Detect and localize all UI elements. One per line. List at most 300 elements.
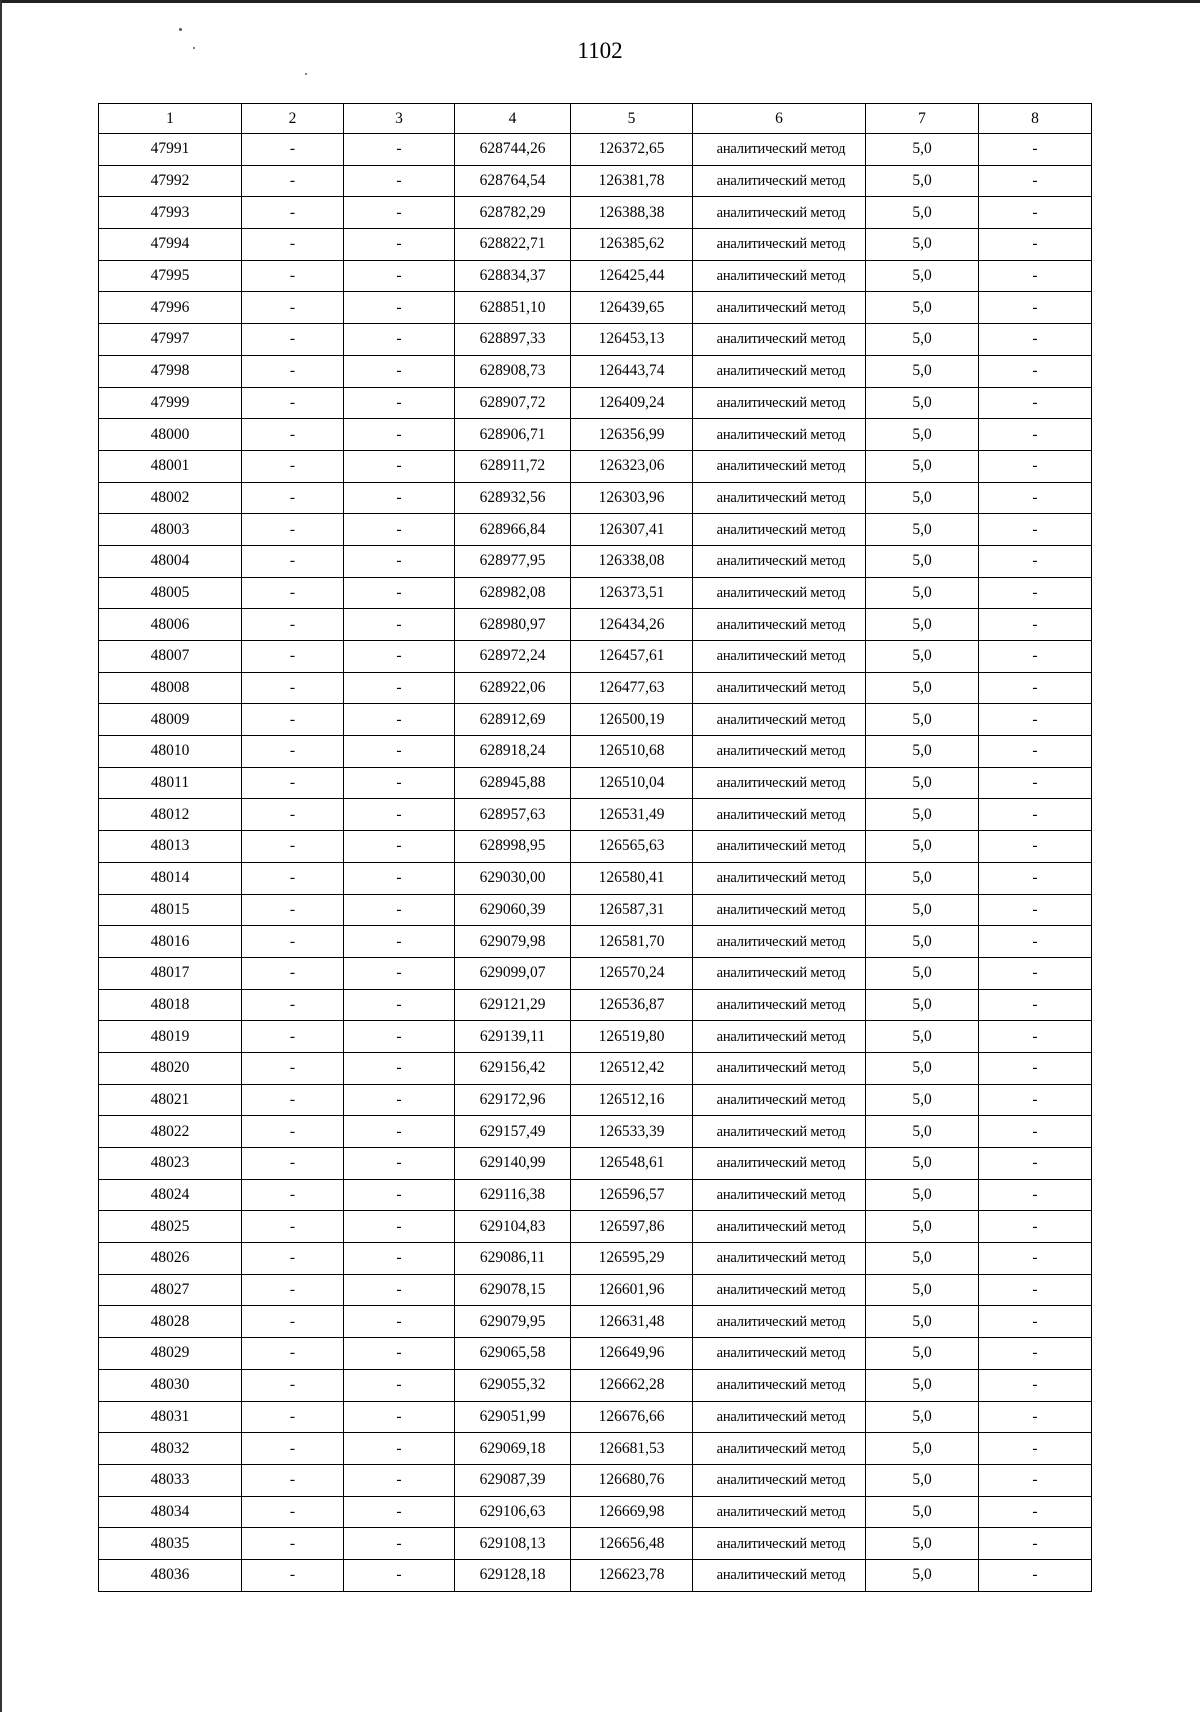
col8-cell: - (979, 989, 1092, 1021)
col2-cell: - (242, 324, 344, 356)
point-number-cell: 48017 (99, 957, 242, 989)
point-number-cell: 48031 (99, 1401, 242, 1433)
col8-cell: - (979, 1084, 1092, 1116)
col8-cell: - (979, 1052, 1092, 1084)
col2-cell: - (242, 419, 344, 451)
col2-cell: - (242, 609, 344, 641)
y-coordinate-cell: 126597,86 (571, 1211, 693, 1243)
y-coordinate-cell: 126587,31 (571, 894, 693, 926)
method-cell: аналитический метод (693, 1274, 866, 1306)
col2-cell: - (242, 736, 344, 768)
column-header: 3 (344, 104, 455, 134)
col2-cell: - (242, 292, 344, 324)
x-coordinate-cell: 629157,49 (455, 1116, 571, 1148)
table-row (99, 831, 1092, 863)
method-cell: аналитический метод (693, 1243, 866, 1275)
x-coordinate-cell: 629140,99 (455, 1148, 571, 1180)
accuracy-cell: 5,0 (866, 1179, 979, 1211)
col8-cell: - (979, 482, 1092, 514)
col2-cell: - (242, 1528, 344, 1560)
col3-cell: - (344, 1116, 455, 1148)
method-cell: аналитический метод (693, 324, 866, 356)
x-coordinate-cell: 628977,95 (455, 545, 571, 577)
col3-cell: - (344, 1179, 455, 1211)
accuracy-cell: 5,0 (866, 957, 979, 989)
col3-cell: - (344, 355, 455, 387)
col8-cell: - (979, 767, 1092, 799)
y-coordinate-cell: 126500,19 (571, 704, 693, 736)
col2-cell: - (242, 1369, 344, 1401)
y-coordinate-cell: 126477,63 (571, 672, 693, 704)
col3-cell: - (344, 1021, 455, 1053)
x-coordinate-cell: 629108,13 (455, 1528, 571, 1560)
col8-cell: - (979, 229, 1092, 261)
col3-cell: - (344, 609, 455, 641)
col3-cell: - (344, 1369, 455, 1401)
col2-cell: - (242, 450, 344, 482)
method-cell: аналитический метод (693, 1084, 866, 1116)
accuracy-cell: 5,0 (866, 989, 979, 1021)
y-coordinate-cell: 126601,96 (571, 1274, 693, 1306)
method-cell: аналитический метод (693, 831, 866, 863)
accuracy-cell: 5,0 (866, 514, 979, 546)
col3-cell: - (344, 894, 455, 926)
table-row (99, 1369, 1092, 1401)
table-row (99, 1528, 1092, 1560)
y-coordinate-cell: 126548,61 (571, 1148, 693, 1180)
y-coordinate-cell: 126662,28 (571, 1369, 693, 1401)
col2-cell: - (242, 1148, 344, 1180)
point-number-cell: 48021 (99, 1084, 242, 1116)
col8-cell: - (979, 736, 1092, 768)
x-coordinate-cell: 628907,72 (455, 387, 571, 419)
accuracy-cell: 5,0 (866, 1369, 979, 1401)
x-coordinate-cell: 628966,84 (455, 514, 571, 546)
point-number-cell: 48008 (99, 672, 242, 704)
table-row (99, 926, 1092, 958)
col2-cell: - (242, 957, 344, 989)
point-number-cell: 48024 (99, 1179, 242, 1211)
point-number-cell: 48006 (99, 609, 242, 641)
y-coordinate-cell: 126443,74 (571, 355, 693, 387)
column-header: 7 (866, 104, 979, 134)
col3-cell: - (344, 736, 455, 768)
col2-cell: - (242, 577, 344, 609)
y-coordinate-cell: 126373,51 (571, 577, 693, 609)
method-cell: аналитический метод (693, 609, 866, 641)
col8-cell: - (979, 387, 1092, 419)
point-number-cell: 47991 (99, 134, 242, 166)
x-coordinate-cell: 629106,63 (455, 1496, 571, 1528)
point-number-cell: 47996 (99, 292, 242, 324)
y-coordinate-cell: 126533,39 (571, 1116, 693, 1148)
col3-cell: - (344, 862, 455, 894)
col2-cell: - (242, 831, 344, 863)
point-number-cell: 48014 (99, 862, 242, 894)
accuracy-cell: 5,0 (866, 1401, 979, 1433)
point-number-cell: 48001 (99, 450, 242, 482)
point-number-cell: 48005 (99, 577, 242, 609)
col8-cell: - (979, 419, 1092, 451)
x-coordinate-cell: 628782,29 (455, 197, 571, 229)
method-cell: аналитический метод (693, 514, 866, 546)
table-row (99, 514, 1092, 546)
col2-cell: - (242, 672, 344, 704)
y-coordinate-cell: 126623,78 (571, 1559, 693, 1591)
x-coordinate-cell: 629172,96 (455, 1084, 571, 1116)
col2-cell: - (242, 862, 344, 894)
col3-cell: - (344, 672, 455, 704)
col8-cell: - (979, 1306, 1092, 1338)
point-number-cell: 48003 (99, 514, 242, 546)
method-cell: аналитический метод (693, 957, 866, 989)
col2-cell: - (242, 926, 344, 958)
y-coordinate-cell: 126512,42 (571, 1052, 693, 1084)
table-row (99, 672, 1092, 704)
point-number-cell: 48013 (99, 831, 242, 863)
col2-cell: - (242, 704, 344, 736)
y-coordinate-cell: 126536,87 (571, 989, 693, 1021)
x-coordinate-cell: 628906,71 (455, 419, 571, 451)
x-coordinate-cell: 628932,56 (455, 482, 571, 514)
col3-cell: - (344, 577, 455, 609)
col3-cell: - (344, 1052, 455, 1084)
col2-cell: - (242, 1496, 344, 1528)
accuracy-cell: 5,0 (866, 799, 979, 831)
table-row (99, 419, 1092, 451)
point-number-cell: 47997 (99, 324, 242, 356)
method-cell: аналитический метод (693, 1401, 866, 1433)
col2-cell: - (242, 1464, 344, 1496)
point-number-cell: 48016 (99, 926, 242, 958)
method-cell: аналитический метод (693, 1559, 866, 1591)
col8-cell: - (979, 355, 1092, 387)
table-row (99, 767, 1092, 799)
accuracy-cell: 5,0 (866, 324, 979, 356)
col3-cell: - (344, 1084, 455, 1116)
accuracy-cell: 5,0 (866, 1116, 979, 1148)
y-coordinate-cell: 126669,98 (571, 1496, 693, 1528)
table-row (99, 1274, 1092, 1306)
y-coordinate-cell: 126596,57 (571, 1179, 693, 1211)
table-row (99, 704, 1092, 736)
y-coordinate-cell: 126303,96 (571, 482, 693, 514)
y-coordinate-cell: 126381,78 (571, 165, 693, 197)
col3-cell: - (344, 165, 455, 197)
point-number-cell: 47992 (99, 165, 242, 197)
col2-cell: - (242, 1338, 344, 1370)
accuracy-cell: 5,0 (866, 482, 979, 514)
method-cell: аналитический метод (693, 1211, 866, 1243)
y-coordinate-cell: 126453,13 (571, 324, 693, 356)
x-coordinate-cell: 629099,07 (455, 957, 571, 989)
x-coordinate-cell: 628834,37 (455, 260, 571, 292)
col8-cell: - (979, 545, 1092, 577)
col8-cell: - (979, 450, 1092, 482)
table-row (99, 292, 1092, 324)
method-cell: аналитический метод (693, 197, 866, 229)
accuracy-cell: 5,0 (866, 1338, 979, 1370)
table-row (99, 229, 1092, 261)
point-number-cell: 48025 (99, 1211, 242, 1243)
method-cell: аналитический метод (693, 1021, 866, 1053)
point-number-cell: 48019 (99, 1021, 242, 1053)
point-number-cell: 48007 (99, 641, 242, 673)
col2-cell: - (242, 1116, 344, 1148)
x-coordinate-cell: 628764,54 (455, 165, 571, 197)
method-cell: аналитический метод (693, 1369, 866, 1401)
col3-cell: - (344, 514, 455, 546)
method-cell: аналитический метод (693, 767, 866, 799)
y-coordinate-cell: 126510,68 (571, 736, 693, 768)
table-row (99, 1116, 1092, 1148)
col8-cell: - (979, 862, 1092, 894)
y-coordinate-cell: 126519,80 (571, 1021, 693, 1053)
method-cell: аналитический метод (693, 799, 866, 831)
table-body (99, 134, 1092, 1592)
col2-cell: - (242, 989, 344, 1021)
x-coordinate-cell: 628851,10 (455, 292, 571, 324)
col8-cell: - (979, 609, 1092, 641)
table-row (99, 1148, 1092, 1180)
table-row (99, 165, 1092, 197)
col3-cell: - (344, 1243, 455, 1275)
col2-cell: - (242, 1433, 344, 1465)
col2-cell: - (242, 229, 344, 261)
col8-cell: - (979, 799, 1092, 831)
method-cell: аналитический метод (693, 1179, 866, 1211)
method-cell: аналитический метод (693, 577, 866, 609)
col3-cell: - (344, 1306, 455, 1338)
table-row (99, 641, 1092, 673)
y-coordinate-cell: 126425,44 (571, 260, 693, 292)
col3-cell: - (344, 229, 455, 261)
table-row (99, 894, 1092, 926)
y-coordinate-cell: 126434,26 (571, 609, 693, 641)
x-coordinate-cell: 629116,38 (455, 1179, 571, 1211)
table-row (99, 260, 1092, 292)
y-coordinate-cell: 126510,04 (571, 767, 693, 799)
point-number-cell: 47994 (99, 229, 242, 261)
method-cell: аналитический метод (693, 229, 866, 261)
x-coordinate-cell: 629069,18 (455, 1433, 571, 1465)
accuracy-cell: 5,0 (866, 672, 979, 704)
accuracy-cell: 5,0 (866, 134, 979, 166)
table-row (99, 1179, 1092, 1211)
y-coordinate-cell: 126512,16 (571, 1084, 693, 1116)
table-row (99, 1559, 1092, 1591)
method-cell: аналитический метод (693, 1052, 866, 1084)
col3-cell: - (344, 1338, 455, 1370)
y-coordinate-cell: 126439,65 (571, 292, 693, 324)
col2-cell: - (242, 1243, 344, 1275)
accuracy-cell: 5,0 (866, 926, 979, 958)
accuracy-cell: 5,0 (866, 641, 979, 673)
accuracy-cell: 5,0 (866, 1243, 979, 1275)
method-cell: аналитический метод (693, 1496, 866, 1528)
table-row (99, 1084, 1092, 1116)
col8-cell: - (979, 704, 1092, 736)
point-number-cell: 47995 (99, 260, 242, 292)
table-row (99, 1052, 1092, 1084)
accuracy-cell: 5,0 (866, 1148, 979, 1180)
x-coordinate-cell: 629156,42 (455, 1052, 571, 1084)
col2-cell: - (242, 1559, 344, 1591)
method-cell: аналитический метод (693, 419, 866, 451)
y-coordinate-cell: 126457,61 (571, 641, 693, 673)
point-number-cell: 48022 (99, 1116, 242, 1148)
accuracy-cell: 5,0 (866, 1496, 979, 1528)
col3-cell: - (344, 450, 455, 482)
page-number: 1102 (577, 38, 623, 63)
method-cell: аналитический метод (693, 894, 866, 926)
accuracy-cell: 5,0 (866, 862, 979, 894)
point-number-cell: 48023 (99, 1148, 242, 1180)
accuracy-cell: 5,0 (866, 260, 979, 292)
scan-left-edge (0, 0, 2, 1712)
x-coordinate-cell: 629079,98 (455, 926, 571, 958)
accuracy-cell: 5,0 (866, 1084, 979, 1116)
col3-cell: - (344, 387, 455, 419)
table-row (99, 736, 1092, 768)
col2-cell: - (242, 1021, 344, 1053)
col3-cell: - (344, 1496, 455, 1528)
point-number-cell: 48035 (99, 1528, 242, 1560)
col3-cell: - (344, 957, 455, 989)
accuracy-cell: 5,0 (866, 1464, 979, 1496)
x-coordinate-cell: 628912,69 (455, 704, 571, 736)
column-header: 5 (571, 104, 693, 134)
col2-cell: - (242, 1084, 344, 1116)
col2-cell: - (242, 514, 344, 546)
col2-cell: - (242, 799, 344, 831)
accuracy-cell: 5,0 (866, 767, 979, 799)
accuracy-cell: 5,0 (866, 545, 979, 577)
column-header: 2 (242, 104, 344, 134)
col3-cell: - (344, 134, 455, 166)
col2-cell: - (242, 1179, 344, 1211)
col3-cell: - (344, 1464, 455, 1496)
col8-cell: - (979, 1021, 1092, 1053)
y-coordinate-cell: 126680,76 (571, 1464, 693, 1496)
x-coordinate-cell: 628918,24 (455, 736, 571, 768)
accuracy-cell: 5,0 (866, 1528, 979, 1560)
method-cell: аналитический метод (693, 1528, 866, 1560)
scan-speck (179, 28, 182, 31)
accuracy-cell: 5,0 (866, 609, 979, 641)
col8-cell: - (979, 1401, 1092, 1433)
method-cell: аналитический метод (693, 1338, 866, 1370)
point-number-cell: 48018 (99, 989, 242, 1021)
accuracy-cell: 5,0 (866, 1559, 979, 1591)
col8-cell: - (979, 1116, 1092, 1148)
col8-cell: - (979, 577, 1092, 609)
point-number-cell: 48026 (99, 1243, 242, 1275)
col8-cell: - (979, 1211, 1092, 1243)
point-number-cell: 47993 (99, 197, 242, 229)
table-row (99, 482, 1092, 514)
method-cell: аналитический метод (693, 355, 866, 387)
y-coordinate-cell: 126409,24 (571, 387, 693, 419)
col3-cell: - (344, 292, 455, 324)
col8-cell: - (979, 197, 1092, 229)
method-cell: аналитический метод (693, 989, 866, 1021)
x-coordinate-cell: 629086,11 (455, 1243, 571, 1275)
x-coordinate-cell: 629055,32 (455, 1369, 571, 1401)
col8-cell: - (979, 831, 1092, 863)
x-coordinate-cell: 628908,73 (455, 355, 571, 387)
method-cell: аналитический метод (693, 926, 866, 958)
col2-cell: - (242, 1401, 344, 1433)
table-row (99, 324, 1092, 356)
y-coordinate-cell: 126570,24 (571, 957, 693, 989)
x-coordinate-cell: 629079,95 (455, 1306, 571, 1338)
col3-cell: - (344, 767, 455, 799)
x-coordinate-cell: 629121,29 (455, 989, 571, 1021)
accuracy-cell: 5,0 (866, 736, 979, 768)
method-cell: аналитический метод (693, 260, 866, 292)
x-coordinate-cell: 628957,63 (455, 799, 571, 831)
col8-cell: - (979, 957, 1092, 989)
accuracy-cell: 5,0 (866, 1433, 979, 1465)
col2-cell: - (242, 387, 344, 419)
accuracy-cell: 5,0 (866, 1052, 979, 1084)
accuracy-cell: 5,0 (866, 292, 979, 324)
method-cell: аналитический метод (693, 1148, 866, 1180)
method-cell: аналитический метод (693, 704, 866, 736)
col8-cell: - (979, 260, 1092, 292)
x-coordinate-cell: 629139,11 (455, 1021, 571, 1053)
col8-cell: - (979, 1148, 1092, 1180)
method-cell: аналитический метод (693, 387, 866, 419)
y-coordinate-cell: 126580,41 (571, 862, 693, 894)
point-number-cell: 48011 (99, 767, 242, 799)
col2-cell: - (242, 1274, 344, 1306)
x-coordinate-cell: 628822,71 (455, 229, 571, 261)
point-number-cell: 48034 (99, 1496, 242, 1528)
column-header: 8 (979, 104, 1092, 134)
col8-cell: - (979, 292, 1092, 324)
table-row (99, 609, 1092, 641)
accuracy-cell: 5,0 (866, 419, 979, 451)
x-coordinate-cell: 629087,39 (455, 1464, 571, 1496)
x-coordinate-cell: 628982,08 (455, 577, 571, 609)
col3-cell: - (344, 1401, 455, 1433)
accuracy-cell: 5,0 (866, 704, 979, 736)
col3-cell: - (344, 324, 455, 356)
x-coordinate-cell: 629078,15 (455, 1274, 571, 1306)
column-header: 6 (693, 104, 866, 134)
x-coordinate-cell: 629030,00 (455, 862, 571, 894)
col8-cell: - (979, 926, 1092, 958)
col8-cell: - (979, 1528, 1092, 1560)
col8-cell: - (979, 1496, 1092, 1528)
y-coordinate-cell: 126581,70 (571, 926, 693, 958)
col2-cell: - (242, 482, 344, 514)
table-row (99, 957, 1092, 989)
col3-cell: - (344, 419, 455, 451)
x-coordinate-cell: 628972,24 (455, 641, 571, 673)
x-coordinate-cell: 629060,39 (455, 894, 571, 926)
method-cell: аналитический метод (693, 672, 866, 704)
point-number-cell: 48000 (99, 419, 242, 451)
col8-cell: - (979, 1559, 1092, 1591)
method-cell: аналитический метод (693, 862, 866, 894)
y-coordinate-cell: 126676,66 (571, 1401, 693, 1433)
method-cell: аналитический метод (693, 292, 866, 324)
x-coordinate-cell: 629065,58 (455, 1338, 571, 1370)
accuracy-cell: 5,0 (866, 577, 979, 609)
